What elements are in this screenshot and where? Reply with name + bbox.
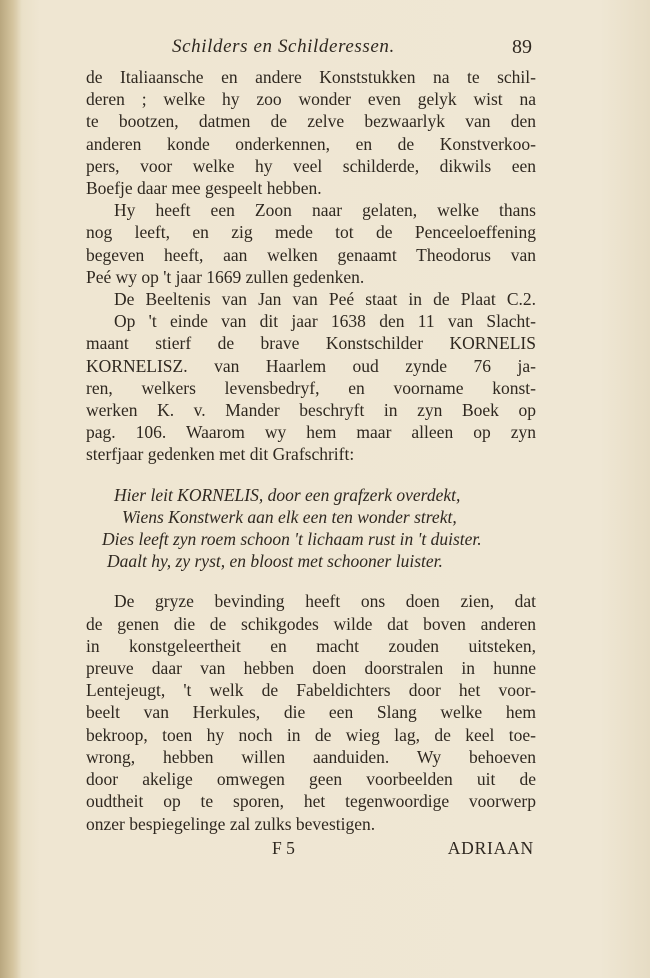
poem-line: Daalt hy, zy ryst, en bloost met schooner luister. bbox=[107, 551, 443, 572]
text-line: beelt van Herkules, die een Slang welke hem bbox=[86, 702, 536, 723]
text-line: De Beeltenis van Jan van Peé staat in de Plaat C.2. bbox=[114, 289, 536, 310]
text-line: de genen die de schikgodes wilde dat boven anderen bbox=[86, 613, 536, 634]
text-line: Boefje daar mee gespeelt hebben. bbox=[86, 178, 322, 199]
text-line: wrong, hebben willen aanduiden. Wy behoeven bbox=[86, 746, 536, 767]
text-line: oudtheit op te sporen, het tegenwoordige voorwerp bbox=[86, 791, 536, 812]
text-line: door akelige omwegen geen voorbeelden uit de bbox=[86, 769, 536, 790]
text-line: Op 't einde van dit jaar 1638 den 11 van Slacht- bbox=[114, 311, 536, 332]
text-line: KORNELISZ. van Haarlem oud zynde 76 ja- bbox=[86, 355, 536, 376]
paragraph-2 bbox=[86, 199, 536, 288]
text-line: pers, voor welke hy veel schilderde, dikwils een bbox=[86, 155, 536, 176]
poem-line: Wiens Konstwerk aan elk een ten wonder strekt, bbox=[122, 506, 457, 527]
text-line: preuve daar van hebben doen doorstralen in hunne bbox=[86, 658, 536, 679]
epitaph-poem bbox=[86, 484, 536, 573]
poem-line: Hier leit KORNELIS, door een grafzerk overdekt, bbox=[114, 484, 461, 505]
text-line: bekroop, toen hy noch in de wieg lag, de keel toe- bbox=[86, 724, 536, 745]
text-line: Peé wy op 't jaar 1669 zullen gedenken. bbox=[86, 266, 365, 287]
text-line: ren, welkers levensbedryf, en voorname konst- bbox=[86, 377, 536, 398]
text-line: De gryze bevinding heeft ons doen zien, dat bbox=[114, 591, 536, 612]
paragraph-4 bbox=[86, 310, 536, 465]
page-header bbox=[86, 30, 536, 66]
text-line: onzer bespiegelinge zal zulks bevestigen. bbox=[86, 813, 376, 834]
page-text-block bbox=[86, 30, 536, 861]
poem-line: Dies leeft zyn roem schoon 't lichaam rust in 't duister. bbox=[102, 529, 482, 550]
page-number: 89 bbox=[512, 36, 532, 58]
text-line: in konstgeleertheit en macht zouden uitsteken, bbox=[86, 635, 536, 656]
text-line: de Italiaansche en andere Konststukken na te schil- bbox=[86, 67, 536, 87]
text-line: pag. 106. Waarom wy hem maar alleen op zyn bbox=[86, 422, 536, 443]
paragraph-1 bbox=[86, 66, 536, 199]
signature-mark: F 5 bbox=[272, 837, 295, 858]
text-line: sterfjaar gedenken met dit Grafschrift: bbox=[86, 444, 355, 465]
text-line: anderen konde onderkennen, en de Konstverkoo- bbox=[86, 133, 536, 154]
text-line: nog leeft, en zig mede tot de Penceeloeffening bbox=[86, 222, 536, 243]
running-title: Schilders en Schilderessen. bbox=[172, 36, 395, 57]
text-line: maant stierf de brave Konstschilder KORNELIS bbox=[86, 333, 536, 354]
page-footer bbox=[86, 837, 536, 861]
text-line: Hy heeft een Zoon naar gelaten, welke thans bbox=[114, 200, 536, 221]
binding-gutter bbox=[0, 0, 22, 978]
paragraph-5 bbox=[86, 590, 536, 834]
text-line: werken K. v. Mander beschryft in zyn Boek op bbox=[86, 400, 536, 421]
paragraph-3 bbox=[86, 288, 536, 310]
text-line: deren ; welke hy zoo wonder even gelyk wist na bbox=[86, 89, 536, 110]
text-line: begeven heeft, aan welken genaamt Theodorus van bbox=[86, 244, 536, 265]
text-line: te bootzen, datmen de zelve bezwaarlyk van den bbox=[86, 111, 536, 132]
catchword: ADRIAAN bbox=[447, 837, 534, 858]
text-line: Lentejeugt, 't welk de Fabeldichters door het voor- bbox=[86, 680, 536, 701]
